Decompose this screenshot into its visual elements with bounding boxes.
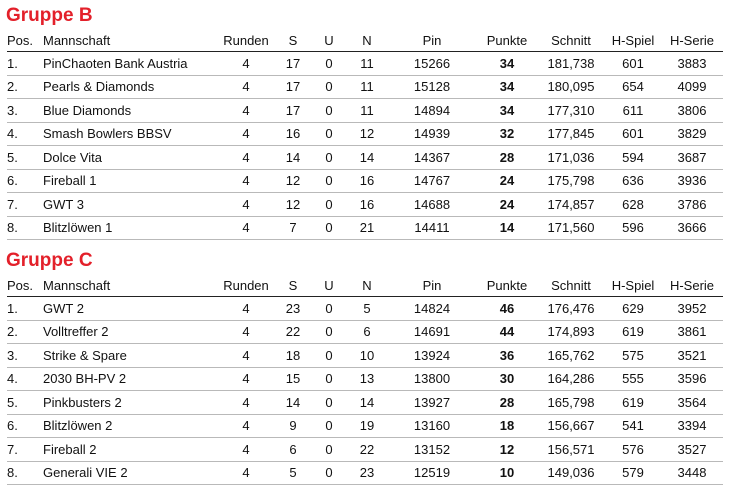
table-row — [7, 99, 723, 123]
cell-team: Generali VIE 2 — [41, 461, 217, 485]
cell-s: 9 — [275, 414, 311, 438]
cell-n: 16 — [347, 169, 387, 193]
cell-n: 12 — [347, 122, 387, 146]
header-team: Mannschaft — [41, 30, 217, 52]
cell-team: Blitzlöwen 1 — [41, 216, 217, 240]
table-row — [7, 216, 723, 240]
cell-hgame: 628 — [605, 193, 661, 217]
header-hgame: H-Spiel — [605, 275, 661, 297]
cell-u: 0 — [311, 414, 347, 438]
cell-pin: 14411 — [387, 216, 477, 240]
cell-team: 2030 BH-PV 2 — [41, 367, 217, 391]
cell-team: Fireball 2 — [41, 438, 217, 462]
cell-u: 0 — [311, 169, 347, 193]
cell-s: 17 — [275, 52, 311, 76]
cell-pin: 14688 — [387, 193, 477, 217]
cell-rounds: 4 — [217, 320, 275, 344]
cell-avg: 176,476 — [537, 297, 605, 321]
cell-pos: 3. — [7, 344, 41, 368]
header-row — [7, 30, 723, 52]
header-rounds: Runden — [217, 275, 275, 297]
cell-hgame: 576 — [605, 438, 661, 462]
group-title: Gruppe C — [6, 250, 93, 271]
cell-pin: 15266 — [387, 52, 477, 76]
header-hseries: H-Serie — [661, 30, 723, 52]
table-row — [7, 122, 723, 146]
cell-hseries: 3394 — [661, 414, 723, 438]
cell-pos: 7. — [7, 438, 41, 462]
cell-u: 0 — [311, 391, 347, 415]
cell-avg: 156,571 — [537, 438, 605, 462]
cell-points: 28 — [477, 146, 537, 170]
cell-pos: 4. — [7, 367, 41, 391]
cell-n: 14 — [347, 146, 387, 170]
cell-s: 23 — [275, 297, 311, 321]
cell-u: 0 — [311, 146, 347, 170]
cell-hseries: 3687 — [661, 146, 723, 170]
cell-n: 11 — [347, 99, 387, 123]
cell-avg: 165,762 — [537, 344, 605, 368]
header-hgame: H-Spiel — [605, 30, 661, 52]
cell-team: Blue Diamonds — [41, 99, 217, 123]
header-avg: Schnitt — [537, 30, 605, 52]
cell-pin: 13800 — [387, 367, 477, 391]
cell-points: 34 — [477, 52, 537, 76]
group-section-0 — [0, 4, 729, 240]
cell-points: 18 — [477, 414, 537, 438]
cell-avg: 164,286 — [537, 367, 605, 391]
table-row — [7, 75, 723, 99]
cell-pin: 14824 — [387, 297, 477, 321]
cell-avg: 156,667 — [537, 414, 605, 438]
table-row — [7, 414, 723, 438]
cell-points: 46 — [477, 297, 537, 321]
table-row — [7, 169, 723, 193]
cell-points: 12 — [477, 438, 537, 462]
cell-hseries: 3521 — [661, 344, 723, 368]
cell-pos: 8. — [7, 216, 41, 240]
cell-rounds: 4 — [217, 414, 275, 438]
cell-rounds: 4 — [217, 344, 275, 368]
cell-points: 28 — [477, 391, 537, 415]
cell-team: Volltreffer 2 — [41, 320, 217, 344]
cell-rounds: 4 — [217, 99, 275, 123]
cell-hseries: 3952 — [661, 297, 723, 321]
cell-s: 12 — [275, 169, 311, 193]
cell-u: 0 — [311, 75, 347, 99]
cell-pin: 12519 — [387, 461, 477, 485]
cell-avg: 181,738 — [537, 52, 605, 76]
cell-s: 7 — [275, 216, 311, 240]
cell-avg: 171,036 — [537, 146, 605, 170]
cell-n: 10 — [347, 344, 387, 368]
cell-n: 11 — [347, 75, 387, 99]
cell-u: 0 — [311, 297, 347, 321]
cell-n: 16 — [347, 193, 387, 217]
table-row — [7, 193, 723, 217]
cell-s: 12 — [275, 193, 311, 217]
header-pos: Pos. — [7, 275, 41, 297]
cell-avg: 171,560 — [537, 216, 605, 240]
cell-rounds: 4 — [217, 146, 275, 170]
cell-pin: 13924 — [387, 344, 477, 368]
cell-rounds: 4 — [217, 75, 275, 99]
header-pin: Pin — [387, 275, 477, 297]
header-team: Mannschaft — [41, 275, 217, 297]
cell-hgame: 555 — [605, 367, 661, 391]
cell-hgame: 596 — [605, 216, 661, 240]
group-section-1 — [0, 249, 729, 485]
cell-n: 14 — [347, 391, 387, 415]
cell-u: 0 — [311, 99, 347, 123]
cell-team: GWT 2 — [41, 297, 217, 321]
cell-points: 24 — [477, 169, 537, 193]
cell-pin: 13152 — [387, 438, 477, 462]
cell-hseries: 3806 — [661, 99, 723, 123]
cell-points: 10 — [477, 461, 537, 485]
cell-pin: 14894 — [387, 99, 477, 123]
table-row — [7, 52, 723, 76]
table-row — [7, 461, 723, 485]
cell-s: 14 — [275, 146, 311, 170]
cell-pin: 14691 — [387, 320, 477, 344]
cell-hseries: 3883 — [661, 52, 723, 76]
cell-n: 5 — [347, 297, 387, 321]
cell-n: 23 — [347, 461, 387, 485]
cell-u: 0 — [311, 193, 347, 217]
cell-hseries: 3666 — [661, 216, 723, 240]
header-points: Punkte — [477, 275, 537, 297]
cell-s: 17 — [275, 75, 311, 99]
cell-s: 17 — [275, 99, 311, 123]
cell-hgame: 601 — [605, 122, 661, 146]
cell-hseries: 3527 — [661, 438, 723, 462]
cell-pos: 7. — [7, 193, 41, 217]
header-points: Punkte — [477, 30, 537, 52]
cell-points: 24 — [477, 193, 537, 217]
cell-avg: 177,845 — [537, 122, 605, 146]
cell-rounds: 4 — [217, 52, 275, 76]
standings-table — [7, 275, 723, 485]
cell-pin: 14767 — [387, 169, 477, 193]
cell-avg: 175,798 — [537, 169, 605, 193]
cell-hseries: 3564 — [661, 391, 723, 415]
table-row — [7, 297, 723, 321]
cell-team: Smash Bowlers BBSV — [41, 122, 217, 146]
cell-team: Pearls & Diamonds — [41, 75, 217, 99]
cell-s: 14 — [275, 391, 311, 415]
cell-rounds: 4 — [217, 169, 275, 193]
cell-avg: 174,893 — [537, 320, 605, 344]
cell-hseries: 3786 — [661, 193, 723, 217]
cell-s: 16 — [275, 122, 311, 146]
cell-n: 22 — [347, 438, 387, 462]
cell-n: 6 — [347, 320, 387, 344]
cell-hseries: 3861 — [661, 320, 723, 344]
cell-team: Blitzlöwen 2 — [41, 414, 217, 438]
cell-s: 22 — [275, 320, 311, 344]
cell-hseries: 4099 — [661, 75, 723, 99]
cell-u: 0 — [311, 52, 347, 76]
cell-pin: 15128 — [387, 75, 477, 99]
cell-hgame: 594 — [605, 146, 661, 170]
cell-points: 34 — [477, 99, 537, 123]
cell-points: 34 — [477, 75, 537, 99]
cell-n: 13 — [347, 367, 387, 391]
cell-hgame: 579 — [605, 461, 661, 485]
cell-hgame: 629 — [605, 297, 661, 321]
cell-pos: 6. — [7, 414, 41, 438]
cell-u: 0 — [311, 344, 347, 368]
cell-pin: 13160 — [387, 414, 477, 438]
cell-avg: 180,095 — [537, 75, 605, 99]
cell-pos: 8. — [7, 461, 41, 485]
table-row — [7, 367, 723, 391]
cell-rounds: 4 — [217, 461, 275, 485]
group-title: Gruppe B — [6, 5, 93, 26]
header-n: N — [347, 30, 387, 52]
cell-pos: 2. — [7, 320, 41, 344]
cell-hgame: 654 — [605, 75, 661, 99]
cell-pin: 14367 — [387, 146, 477, 170]
cell-hseries: 3448 — [661, 461, 723, 485]
table-row — [7, 344, 723, 368]
cell-u: 0 — [311, 216, 347, 240]
table-row — [7, 320, 723, 344]
cell-rounds: 4 — [217, 193, 275, 217]
cell-s: 15 — [275, 367, 311, 391]
cell-hseries: 3829 — [661, 122, 723, 146]
standings-document — [0, 4, 729, 485]
cell-pos: 3. — [7, 99, 41, 123]
cell-pos: 1. — [7, 297, 41, 321]
header-pos: Pos. — [7, 30, 41, 52]
cell-pin: 13927 — [387, 391, 477, 415]
cell-s: 5 — [275, 461, 311, 485]
cell-hseries: 3936 — [661, 169, 723, 193]
cell-team: Fireball 1 — [41, 169, 217, 193]
cell-hseries: 3596 — [661, 367, 723, 391]
cell-hgame: 636 — [605, 169, 661, 193]
cell-pin: 14939 — [387, 122, 477, 146]
header-n: N — [347, 275, 387, 297]
standings-table — [7, 30, 723, 240]
cell-rounds: 4 — [217, 391, 275, 415]
cell-pos: 5. — [7, 146, 41, 170]
cell-pos: 4. — [7, 122, 41, 146]
header-s: S — [275, 30, 311, 52]
cell-team: Dolce Vita — [41, 146, 217, 170]
header-row — [7, 275, 723, 297]
cell-points: 30 — [477, 367, 537, 391]
cell-pos: 2. — [7, 75, 41, 99]
cell-hgame: 575 — [605, 344, 661, 368]
header-avg: Schnitt — [537, 275, 605, 297]
cell-pos: 6. — [7, 169, 41, 193]
cell-u: 0 — [311, 122, 347, 146]
cell-u: 0 — [311, 320, 347, 344]
table-row — [7, 438, 723, 462]
cell-team: Pinkbusters 2 — [41, 391, 217, 415]
cell-rounds: 4 — [217, 367, 275, 391]
cell-avg: 165,798 — [537, 391, 605, 415]
header-s: S — [275, 275, 311, 297]
header-pin: Pin — [387, 30, 477, 52]
cell-u: 0 — [311, 438, 347, 462]
cell-avg: 149,036 — [537, 461, 605, 485]
cell-rounds: 4 — [217, 216, 275, 240]
cell-pos: 5. — [7, 391, 41, 415]
cell-avg: 174,857 — [537, 193, 605, 217]
table-row — [7, 391, 723, 415]
header-rounds: Runden — [217, 30, 275, 52]
cell-team: GWT 3 — [41, 193, 217, 217]
cell-points: 32 — [477, 122, 537, 146]
cell-n: 21 — [347, 216, 387, 240]
cell-u: 0 — [311, 461, 347, 485]
cell-hgame: 601 — [605, 52, 661, 76]
cell-hgame: 541 — [605, 414, 661, 438]
cell-hgame: 619 — [605, 391, 661, 415]
cell-hgame: 611 — [605, 99, 661, 123]
table-row — [7, 146, 723, 170]
cell-avg: 177,310 — [537, 99, 605, 123]
cell-rounds: 4 — [217, 438, 275, 462]
header-u: U — [311, 30, 347, 52]
cell-u: 0 — [311, 367, 347, 391]
cell-hgame: 619 — [605, 320, 661, 344]
cell-s: 6 — [275, 438, 311, 462]
cell-rounds: 4 — [217, 297, 275, 321]
cell-team: PinChaoten Bank Austria — [41, 52, 217, 76]
cell-points: 44 — [477, 320, 537, 344]
cell-rounds: 4 — [217, 122, 275, 146]
cell-team: Strike & Spare — [41, 344, 217, 368]
cell-pos: 1. — [7, 52, 41, 76]
cell-points: 36 — [477, 344, 537, 368]
cell-points: 14 — [477, 216, 537, 240]
header-hseries: H-Serie — [661, 275, 723, 297]
cell-n: 11 — [347, 52, 387, 76]
header-u: U — [311, 275, 347, 297]
cell-n: 19 — [347, 414, 387, 438]
cell-s: 18 — [275, 344, 311, 368]
